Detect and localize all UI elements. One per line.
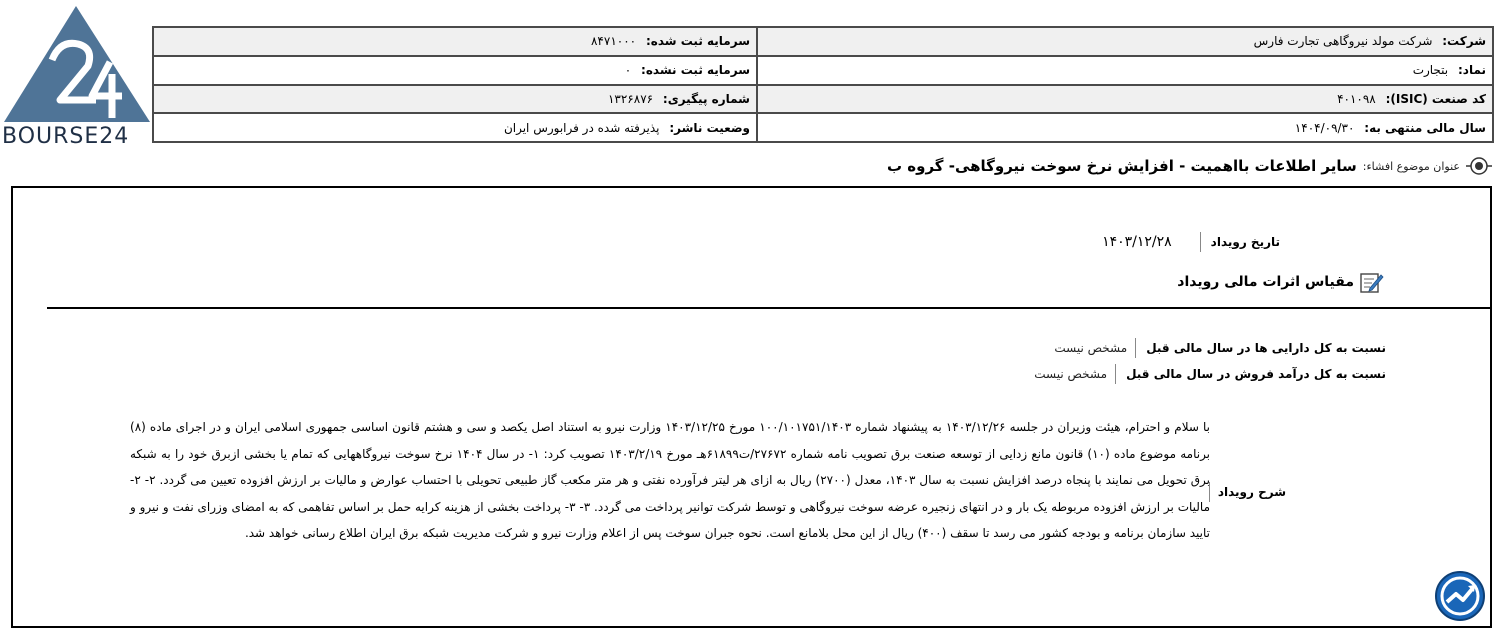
subject-caption: عنوان موضوع افشاء:	[1362, 159, 1460, 173]
edit-note-icon	[1358, 270, 1384, 294]
fiscal-year-value: ۱۴۰۴/۰۹/۳۰	[1294, 120, 1355, 135]
symbol-label: نماد:	[1457, 63, 1486, 78]
bourse24-logo[interactable]	[0, 0, 152, 152]
tracking-number-cell	[153, 85, 757, 114]
symbol-value: بتجارت	[1412, 63, 1449, 78]
registered-capital-label: سرمایه ثبت شده:	[645, 34, 750, 49]
symbol-cell	[757, 56, 1493, 85]
info-row-company	[153, 27, 1493, 56]
fiscal-year-label: سال مالی منتهی به:	[1364, 120, 1486, 135]
company-cell	[757, 27, 1493, 56]
company-label: شرکت:	[1442, 34, 1486, 49]
publisher-status-label: وضعیت ناشر:	[669, 120, 750, 135]
financial-impact-title: مقیاس اثرات مالی رویداد	[1177, 274, 1354, 290]
unregistered-capital-cell	[153, 56, 757, 85]
ratio-revenue-value: مشخص نیست	[1034, 367, 1108, 381]
financial-impact-header	[1177, 270, 1384, 294]
tracking-number-label: شماره پیگیری:	[662, 91, 750, 106]
isic-value: ۴۰۱۰۹۸	[1337, 91, 1376, 106]
logo-triangle-icon	[0, 0, 152, 126]
event-panel	[11, 186, 1492, 628]
company-info-table	[152, 26, 1494, 143]
ratio-assets-label: نسبت به کل دارایی ها در سال مالی قبل	[1135, 338, 1386, 358]
publisher-status-cell	[153, 113, 757, 142]
company-value: شرکت مولد نیروگاهی تجارت فارس	[1253, 34, 1433, 49]
info-row-fiscal-year	[153, 113, 1493, 142]
event-date-row	[1102, 232, 1280, 252]
info-row-isic	[153, 85, 1493, 114]
disclosure-subject	[887, 152, 1492, 180]
logo-wordmark: BOURSE24	[2, 124, 130, 149]
event-date-label: تاریخ رویداد	[1200, 232, 1280, 252]
ratio-row-assets	[1054, 338, 1386, 358]
registered-capital-value: ۸۴۷۱۰۰۰	[590, 34, 637, 49]
target-icon	[1466, 153, 1492, 179]
trend-chart-icon[interactable]	[1434, 570, 1486, 622]
isic-cell	[757, 85, 1493, 114]
ratio-revenue-label: نسبت به کل درآمد فروش در سال مالی قبل	[1115, 364, 1386, 384]
ratio-row-revenue	[1034, 364, 1386, 384]
tracking-number-value: ۱۳۲۶۸۷۶	[607, 91, 654, 106]
fiscal-year-cell	[757, 113, 1493, 142]
isic-label: کد صنعت (ISIC):	[1385, 91, 1486, 106]
event-description-label: شرح رویداد	[1209, 482, 1286, 502]
registered-capital-cell	[153, 27, 757, 56]
unregistered-capital-label: سرمایه ثبت نشده:	[641, 63, 750, 78]
publisher-status-value: پذیرفته شده در فرابورس ایران	[503, 120, 660, 135]
unregistered-capital-value: ۰	[624, 63, 632, 78]
subject-title: سایر اطلاعات بااهمیت - افزایش نرخ سوخت نیروگاهی- گروه ب	[886, 157, 1357, 175]
info-row-symbol	[153, 56, 1493, 85]
event-description-text: با سلام و احترام، هیئت وزیران در جلسه ۱۴۰۳/۱۲/۲۶ به پیشنهاد شماره ۱۰۰/۱۰۱۷۵۱/۱۴۰۳ مورخ ۱۴۰۳/۱۲/۲۵ وزارت نیرو به استناد اصل یکصد و سی و هشتم قانون اساسی جمهوری اسلامی ایران و در اجرای ماده (۸) برنامه موضوع ماده (۱۰) قانون مانع زدایی از توسعه صنعت برق تصویب نامه شماره ۲۷۶۷۲/ت۶۱۸۹۹هـ مورخ ۱۴۰۳/۲/۱۹ تصویب کرد: ۱- در سال ۱۴۰۴ نرخ سوخت نیروگاههایی که تمام یا بخشی ازبرق خود را به شبکه برق تحویل می نمایند با پنجاه درصد افزایش نسبت به سال ۱۴۰۳، معدل (۲۷۰۰) ریال به ازای هر لیتر فرآورده نفتی و هر متر مکعب گاز طبیعی تحویلی با احتساب عوارض و مالیات بر ارزش افزوده تعیین می گردد. ۲- ۲- مالیات بر ارزش افزوده مربوطه یک بار و در انتهای زنجیره عرضه سوخت نیروگاهی و توسط شرکت توانیر پرداخت می گردد. ۳- ۳- پرداخت بخشی از هزینه کرایه حمل بر اساس تفاهمی که به امضای وزرای نفت و نیرو و تایید سازمان برنامه و بودجه کشور می رسد تا سقف (۴۰۰) ریال از این محل بلامانع است. نحوه جبران سوخت پس از اعلام وزارت نیرو و شرکت مدیریت شبکه برق ایران اطلاع رسانی خواهد شد.	[130, 420, 1211, 540]
event-date-value: ۱۴۰۳/۱۲/۲۸	[1102, 234, 1172, 250]
section-divider	[47, 307, 1490, 309]
ratio-assets-value: مشخص نیست	[1054, 341, 1128, 355]
